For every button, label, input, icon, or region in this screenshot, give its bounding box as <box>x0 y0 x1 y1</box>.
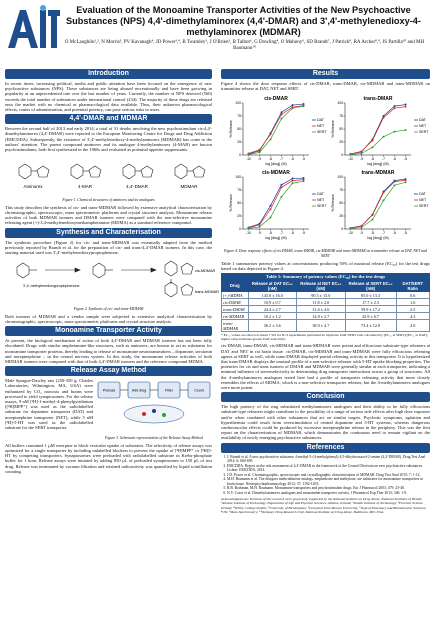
reference-item: 1. J. Brandt et al. A new psychoactive substance 4-methyl-5-(4-methylphenyl)-4,5-dihydrooxazol-2-amine (4,4'-DMAR). Drug Test Anal 2014; 6: 684-695. <box>227 455 430 464</box>
figure-3-caption: Figure 3. Schematic representation of the Release Assay Method <box>105 436 203 441</box>
table-1-header-row <box>222 280 430 292</box>
chart-point <box>405 180 407 182</box>
table-row <box>222 299 430 306</box>
chart-series-line <box>249 178 304 227</box>
chart-y-label: % Release <box>229 120 233 139</box>
table-row <box>222 320 430 332</box>
chart-x-tick-label: -7 <box>381 157 386 162</box>
chart-point <box>394 106 396 108</box>
chart-legend-label: SERT <box>317 204 327 209</box>
chart-point <box>394 108 396 110</box>
table-cell: 38.9 ± 4.7 <box>297 320 346 332</box>
chart-point <box>292 108 294 110</box>
chart-point <box>405 182 407 184</box>
synthesis-text-2: Both isomers of MDMAR and a vendor sample were subjected to extensive analytical characterisation by chromatographic, spectroscopic, mass spectrometric platforms and crystal structure analysis. <box>5 313 212 325</box>
poster-authors: O McLaughlin¹,², N Morris³, PV Kavanagh⁴, JD Power³,⁴, B Twamley⁵, J O'Brien⁵, B Talbot⁶, G Dowling⁴, O Mahony⁶, SD Brandt⁷, J Patrick⁸, RA Archer⁸,⁹, JS Partilla¹⁰ and MH Baumann¹⁰ <box>64 40 425 51</box>
table-cell: 10.9 ± 0.7 <box>248 299 296 306</box>
fig1-label-mdmar: MDMAR <box>180 184 198 190</box>
chart-x-tick-label: -6 <box>392 231 397 236</box>
fig1-label-aminorex: Aminorex <box>23 184 43 190</box>
chart-y-tick-label: 50 <box>237 201 241 206</box>
chart-y-tick-label: 25 <box>339 214 343 219</box>
figure-2-caption: Figure 2. Synthesis of cis- and trans-MDMAR <box>73 307 144 312</box>
chart-x-label: log [drug] (M) <box>265 236 287 241</box>
results-text-3: cis-DMAR, trans-DMAR, cis-MDMAR and trans-MDMAR were potent and efficacious substrate-type releasers at DAT and NET in rat brain tissue. cis-DMAR, cis-MDMAR and trans-MDMAR were fully efficacious releasing agents at SERT as well, while trans-DMAR displayed partial releasing activity at this transporter. It is hypothesized that trans-DMAR displays the unusual profile of a non-selective releaser with 5-HT uptake blocking properties. The potencies for cis and trans isomers of DMAR and MDMAR were generally similar at each transporter, indicating a minimal influence of stereoselectivity in determining drug transporter interactions across a group of structures. All the 4-methylaminorex analogues tested here had a profile of transporter releasing activity that more closely resembles the effects of MDMA, which is a non-selective transporter releaser, but the 4-methylaminorex analogues were more potent. <box>221 343 430 391</box>
chart-x-tick-label: -10 <box>348 157 353 162</box>
table-cell: 43.9 ± 6.7 <box>345 313 396 320</box>
figure-4-svg <box>221 93 430 243</box>
chart-y-tick-label: 25 <box>339 140 343 145</box>
results-heading: Results <box>221 69 430 79</box>
synthesis-text-1: The synthesis procedure (Figure 2) for cis- and trans-MDMAR was essentially adapted from the method previously reported by Brandt et al. for the preparation of cis- and trans-4,4'-DMAR isomers. In this case, the starting material used was 3',4'-methylenedioxypropiophenone. <box>5 239 212 256</box>
chart-x-tick-label: -5 <box>301 231 306 236</box>
chart-point <box>292 183 294 185</box>
figure-1-caption: Figure 1. Chemical structures of aminorex and its analogues <box>62 198 155 203</box>
figure-4-charts <box>221 93 430 248</box>
synthesis-heading: Synthesis and Characterisation <box>5 228 212 238</box>
chart-y-label: % Release <box>331 120 335 139</box>
chart-point <box>372 147 374 149</box>
dmar-heading: 4,4'-DMAR and MDMAR <box>5 114 212 124</box>
chart-series-line <box>351 183 406 229</box>
chart-point <box>405 104 407 106</box>
chart-x-tick-label: -9 <box>359 231 364 236</box>
figure-2-svg <box>5 257 220 301</box>
chart-point <box>281 112 283 114</box>
reference-item: 6. N.V. Cozzi et al. Dimethylaminorex analogues and monoamine transporter activity. J Pharmacol Exp Ther 2013; 346: 1-9. <box>227 491 430 496</box>
table-1-title: Table 1: Summary of potency values (EC₅₀) for the test drugs <box>221 273 430 279</box>
chart-y-label: % Release <box>229 194 233 213</box>
chart-x-tick-label: -6 <box>392 157 397 162</box>
table-1-header: Release at NET EC₅₀ (nM) <box>297 280 346 292</box>
acknowledgements: Acknowledgements: Portions of this research were generously supported by the National Institute on Drug Abuse, National Institutes of Health. ¹Athlone Institute of Technology, Department of Life and Physical Sciences, Athlone, Ireland; ²Dublin Institute of Technology; ³Forensic Science Ireland; ⁴Trinity College Dublin; ⁵University of Birmingham; ⁶Liverpool John Moores University; ⁷Dept of Pharmacy and Biomolecular Sciences; ⁸UK; ⁹Mass Spectrometry; ¹⁰Designer Drug Research Unit, National Institute on Drug Abuse, Baltimore, MD, USA. <box>221 497 427 514</box>
table-cell: 85.0 ± 13.3 <box>345 292 396 299</box>
left-column <box>5 67 220 476</box>
table-1-note: * EC₅₀ values are shown as mean ± SD for N=3 experiments performed in triplicate. DAT/SERT ratio calculated by (EC₅₀ at SERT)/(EC₅₀ at DAT); higher value indicates greater DAT selectivity. <box>221 333 428 342</box>
chart-legend-label: NET <box>317 198 325 203</box>
figure-3-svg <box>96 378 212 430</box>
references-heading: References <box>221 443 430 453</box>
assay-text-2: All buffers contained 1 µM reserpine to block vesicular uptake of substrates. The selectivity of release assays was optimized for a single transporter by including unlabelled blockers to prevent the uptake of [³H]MPP⁺ or [³H]5-HT by competing transporters. Synaptosomes were preloaded with radiolabelled substrate in Krebs-phosphate buffer for 1 hour. Release assays were initiated by adding 850 µL of preloaded synaptosomes to 150 µL of test drug. Release was terminated by vacuum filtration and retained radioactivity was quantified by liquid scintillation counting. <box>5 442 212 474</box>
chart-point <box>270 134 272 136</box>
table-row <box>222 292 430 299</box>
chart-y-tick-label: 0 <box>239 227 241 232</box>
chart-point <box>372 219 374 221</box>
chart-point <box>281 196 283 198</box>
chart-y-tick-label: 75 <box>339 114 343 119</box>
table-row <box>222 306 430 313</box>
chart-legend-label: SERT <box>419 130 429 135</box>
chart-y-tick-label: 0 <box>341 227 343 232</box>
chart-y-tick-label: 75 <box>237 188 241 193</box>
conclusion-text: The high potency of the ring substituted methylaminorex analogues and their ability to be fully efficacious substrate-type releasers might contribute to the possibility of a range of serious side effects after high dose exposure and/or when combined with other substances that act on similar targets. Psychotic symptoms, agitation and hyperthermia could result from overstimulation of central dopamine and 5-HT systems, whereas dangerous cardiovascular effects could be produced by excessive norepinephrine release in the periphery. This was the first report on the characterisation of MDMAR, which demonstrates the continuous need to remain vigilant on the availability of newly emerging psychoactive substances. <box>221 404 430 441</box>
chart-x-tick-label: -7 <box>279 157 284 162</box>
figure-4-caption: Figure 4. Dose response effects of cis-DMAR, trans-DMAR, cis-MDMAR and trans-MDMAR on transmitter release at DAT, NET and SERT <box>224 249 427 258</box>
chart-point <box>259 149 261 151</box>
chart-x-tick-label: -7 <box>279 231 284 236</box>
chart-x-tick-label: -6 <box>290 157 295 162</box>
chart-point <box>281 118 283 120</box>
chart-point <box>372 140 374 142</box>
chart-legend-label: DAT <box>419 118 426 123</box>
chart-legend-label: SERT <box>317 130 327 135</box>
reference-item: 5. R.B. Rothman, M.H. Baumann. Monoamine transporters and psychostimulant drugs. Eur J Pharmacol 2003; 479: 23-40. <box>227 486 430 491</box>
chart-y-tick-label: 100 <box>337 101 343 106</box>
table-cell: 59.9 ± 17.2 <box>345 306 396 313</box>
table-cell: 2.0 <box>396 320 429 332</box>
reference-item: 4. M.H. Baumann et al. The designer methcathinone analogs, mephedrone and methylone, are substrates for monoamine transporters in brain tissue. Neuropsychopharmacology 2012; 37: 1192-1203. <box>227 477 430 486</box>
chart-series-line <box>351 130 406 154</box>
chart-point <box>303 181 305 183</box>
mat-text: At present, the biological mechanism of action of both 4,4'-DMAR and MDMAR isomers has not been fully elucidated. Drugs with similar amphetamine-like structures, such as aminorex, are known to act as substrates for monoamine transporter proteins, thereby leading to release of monoamine neurotransmitters – dopamine, serotonin and norepinephrine – in the central nervous system. In this study, the monoamine release activities of both MDMAR isomers were compared with that of both 4,4'-DMAR isomers and the reference compound MDMA. <box>5 338 212 365</box>
chart-point <box>259 224 261 226</box>
chart-x-tick-label: -10 <box>246 231 251 236</box>
chart-x-tick-label: -9 <box>257 157 262 162</box>
dmar-text-2: This study describes the synthesis of cis- and trans-MDMAR followed by extensive analytical characterisation by chromatographic, spectroscopic, mass spectrometric platforms and crystal structure analysis. Monoamine release activities of both MDMAR isomers and DMAR isomers were compared with the non-selective monoamine releasing agent (+)-3,4-methylenedioxymethamphetamine (MDMA) as a standard reference compound. <box>5 204 212 226</box>
chart-point <box>405 106 407 108</box>
mat-heading: Monoamine Transporter Activity <box>5 326 212 336</box>
chart-legend-label: DAT <box>419 192 426 197</box>
chart-x-tick-label: -8 <box>370 157 375 162</box>
table-1-header: Drug <box>222 280 249 292</box>
chart-x-label: log [drug] (M) <box>265 162 287 167</box>
chart-y-tick-label: 100 <box>235 101 241 106</box>
figure-2-synthesis <box>5 257 220 306</box>
conclusion-heading: Conclusion <box>221 392 430 402</box>
chart-point <box>248 228 250 230</box>
results-text-1: Figure 4 shows the dose response effects of cis-DMAR, trans-DMAR, cis-MDMAR and trans-MDMAR on transmitter release at DAT, NET and SERT. <box>221 81 430 92</box>
chart-y-label: % Release <box>331 194 335 213</box>
table-cell: trans-MDMAR <box>222 320 249 332</box>
chart-point <box>292 178 294 180</box>
figure-1-structures <box>5 154 212 197</box>
chart-series-line <box>351 181 406 229</box>
chart-legend-label: SERT <box>419 204 429 209</box>
chart-x-tick-label: -5 <box>403 231 408 236</box>
table-cell: 4.3 <box>396 313 429 320</box>
chart-point <box>361 227 363 229</box>
chart-series-line <box>249 182 304 229</box>
table-cell: cis-MDMAR <box>222 313 249 320</box>
chart-point <box>383 136 385 138</box>
fig1-label-4mar: 4-MAR <box>77 184 93 190</box>
chart-point <box>405 129 407 131</box>
chart-point <box>259 226 261 228</box>
chart-point <box>270 217 272 219</box>
chart-x-label: log [drug] (M) <box>367 236 389 241</box>
chart-title: cis-DMAR <box>264 96 288 103</box>
table-row <box>222 313 430 320</box>
chart-title: trans-MDMAR <box>361 170 395 177</box>
ait-logo <box>4 4 60 50</box>
chart-series-line <box>351 107 406 154</box>
table-cell: 24.4 ± 2.7 <box>248 306 296 313</box>
chart-y-tick-label: 0 <box>239 153 241 158</box>
chart-y-tick-label: 50 <box>339 127 343 132</box>
fig2-label-trans: trans-MDMAR <box>195 290 220 295</box>
ait-logo-icon <box>4 4 60 50</box>
table-cell: 17.7 ± 2.3 <box>345 299 396 306</box>
dmar-text-1: Between the second half of 2013 and early 2014, a total of 31 deaths involving the new psychostimulant cis-4,4'-dimethylaminorex (4,4'-DMAR) were reported to the European Monitoring Centre for Drugs and Drug Addiction (EMCDDA). Subsequently, the existence of 3',4'-methylenedioxy-4-methylaminorex (MDMAR) has come to the authors' attention. The parent compound aminorex and its analogue 4-methylaminorex (4-MAR) are known psychostimulants, both first synthesized in the 1960s and evaluated as potential appetite suppressants. <box>5 126 212 153</box>
figure-1-svg <box>5 154 212 192</box>
table-cell: 2.5 <box>396 306 429 313</box>
poster-title: Evaluation of the Monoamine Transporter Activities of the New Psychoactive Substances (NPS) 4,4'-dimethylaminorex (4,4'-DMAR) and 3',4'-methylenedioxy-4-methylaminorex (MDMAR) <box>66 5 421 37</box>
chart-point <box>361 151 363 153</box>
references-list <box>221 455 430 496</box>
chart-y-tick-label: 50 <box>339 201 343 206</box>
reference-item: 3. J.D. Power et al. Chromatographic, spectroscopic and crystallographic characterisation of MDMAR. Drug Test Anal 2015; 7: 1-12. <box>227 473 430 478</box>
reference-item: 2. EMCDDA. Report on the risk assessment of 4,4'-DMAR in the framework of the Council Decision on new psychoactive substances. Lisbon: EMCDDA, 2014. <box>227 464 430 473</box>
table-cell: 90.3 ± 15.0 <box>297 292 346 299</box>
chart-y-tick-label: 25 <box>237 140 241 145</box>
table-cell: 73.4 ± 12.0 <box>345 320 396 332</box>
chart-y-tick-label: 25 <box>237 214 241 219</box>
chart-point <box>350 154 352 156</box>
fig2-label-cis: cis-MDMAR <box>195 269 216 274</box>
table-cell: 11.8 ± 2.0 <box>297 299 346 306</box>
chart-title: trans-DMAR <box>363 96 393 103</box>
chart-x-tick-label: -7 <box>381 231 386 236</box>
fig2-label-start: 3',4'-methylenedioxypropiophenone <box>23 284 80 289</box>
table-cell: 31.6 ± 4.6 <box>297 306 346 313</box>
chart-point <box>281 114 283 116</box>
chart-legend-label: NET <box>419 198 427 203</box>
chart-y-tick-label: 100 <box>337 175 343 180</box>
chart-y-tick-label: 50 <box>237 127 241 132</box>
chart-point <box>292 180 294 182</box>
assay-text-1: Male Sprague-Dawley rats (250-350 g; Charles Laboratories, Wilmington, MA, USA) were euthanized by CO₂ narcosis and brains were processed to yield synaptosomes. For the release assays, 9 nM [³H]-1-methyl-4-phenylpyridinium ([³H]MPP⁺) was used as the radiolabelled substrate for dopamine transporter (DAT) and norepinephrine transporter (NET), while 5 nM [³H]-5-HT was used as the radiolabelled substrate for the SERT transporter. <box>5 378 93 431</box>
table-cell: 10.2 ± 1.2 <box>248 313 296 320</box>
table-cell: (+)-MDMA <box>222 292 249 299</box>
chart-x-tick-label: -8 <box>268 231 273 236</box>
chart-legend-label: NET <box>419 124 427 129</box>
results-text-2: Table 1 summarises potency values at concentrations producing 50% of maximal release (EC₅₀) for the test drugs based on data depicted in Figure 4. <box>221 260 430 271</box>
fig3-label-filter: Filter <box>165 388 173 393</box>
chart-point <box>270 209 272 211</box>
chart-x-tick-label: -5 <box>403 157 408 162</box>
right-column <box>221 67 430 514</box>
chart-series-line <box>249 180 304 228</box>
chart-series-line <box>249 107 304 155</box>
table-cell: 0.6 <box>396 292 429 299</box>
chart-y-tick-label: 0 <box>341 153 343 158</box>
chart-y-tick-label: 75 <box>339 188 343 193</box>
fig3-label-count: Count <box>194 388 204 393</box>
chart-x-label: log [drug] (M) <box>367 162 389 167</box>
table-cell: 36.2 ± 3.6 <box>248 320 296 332</box>
assay-heading: Release Assay Method <box>5 366 212 376</box>
table-cell: trans-DMAR <box>222 306 249 313</box>
table-1-body <box>222 292 430 332</box>
chart-point <box>394 131 396 133</box>
chart-y-tick-label: 75 <box>237 114 241 119</box>
chart-point <box>361 153 363 155</box>
table-1-header: DAT/SERT Ratio <box>396 280 429 292</box>
chart-x-tick-label: -10 <box>348 231 353 236</box>
chart-point <box>383 200 385 202</box>
chart-point <box>270 205 272 207</box>
fig3-label-add-drug: Add drug <box>131 388 147 393</box>
chart-legend-label: NET <box>317 124 325 129</box>
chart-point <box>281 184 283 186</box>
table-cell: 1.6 <box>396 299 429 306</box>
chart-point <box>372 214 374 216</box>
chart-x-tick-label: -6 <box>290 231 295 236</box>
chart-point <box>292 104 294 106</box>
table-1-header: Release at DAT EC₅₀ (nM) <box>248 280 296 292</box>
chart-title: cis-MDMAR <box>262 170 290 177</box>
intro-text: In recent times, increasing political, media and public attention have been focused on the emergence of new psychoactive substances (NPS). These substances are being abused recreationally and have been growing in popularity at an unprecedented rate over the last number of years. Currently, the number of NPS detected (560) exceeds the total number of substances under international control (234). The majority of these drugs are released onto the market with no chemical or pharmacological data available. Thus, their unknown pharmacological effects, routes of administration, and potential potency, can pose serious risks to users. <box>5 81 212 113</box>
chart-x-tick-label: -9 <box>257 231 262 236</box>
chart-x-tick-label: -10 <box>246 157 251 162</box>
chart-point <box>281 187 283 189</box>
chart-point <box>259 152 261 154</box>
table-cell: 143.0 ± 16.0 <box>248 292 296 299</box>
fig1-label-dmar: 4,4'-DMAR <box>126 184 148 190</box>
table-cell: cis-DMAR <box>222 299 249 306</box>
fig3-label-preload: Preload <box>102 388 116 393</box>
chart-point <box>350 228 352 230</box>
chart-point <box>383 192 385 194</box>
chart-y-tick-label: 100 <box>235 175 241 180</box>
chart-x-tick-label: -8 <box>268 157 273 162</box>
chart-point <box>394 185 396 187</box>
chart-point <box>394 181 396 183</box>
chart-point <box>270 139 272 141</box>
chart-point <box>303 106 305 108</box>
table-1 <box>221 273 430 332</box>
chart-legend-label: DAT <box>317 192 324 197</box>
intro-heading: Introduction <box>5 69 212 79</box>
chart-point <box>248 154 250 156</box>
table-1-header: Release at SERT EC₅₀ (nM) <box>345 280 396 292</box>
chart-point <box>383 117 385 119</box>
chart-legend-label: DAT <box>317 118 324 123</box>
chart-x-tick-label: -5 <box>301 157 306 162</box>
table-cell: 14.8 ± 2.7 <box>297 313 346 320</box>
chart-x-tick-label: -8 <box>370 231 375 236</box>
chart-x-tick-label: -9 <box>359 157 364 162</box>
